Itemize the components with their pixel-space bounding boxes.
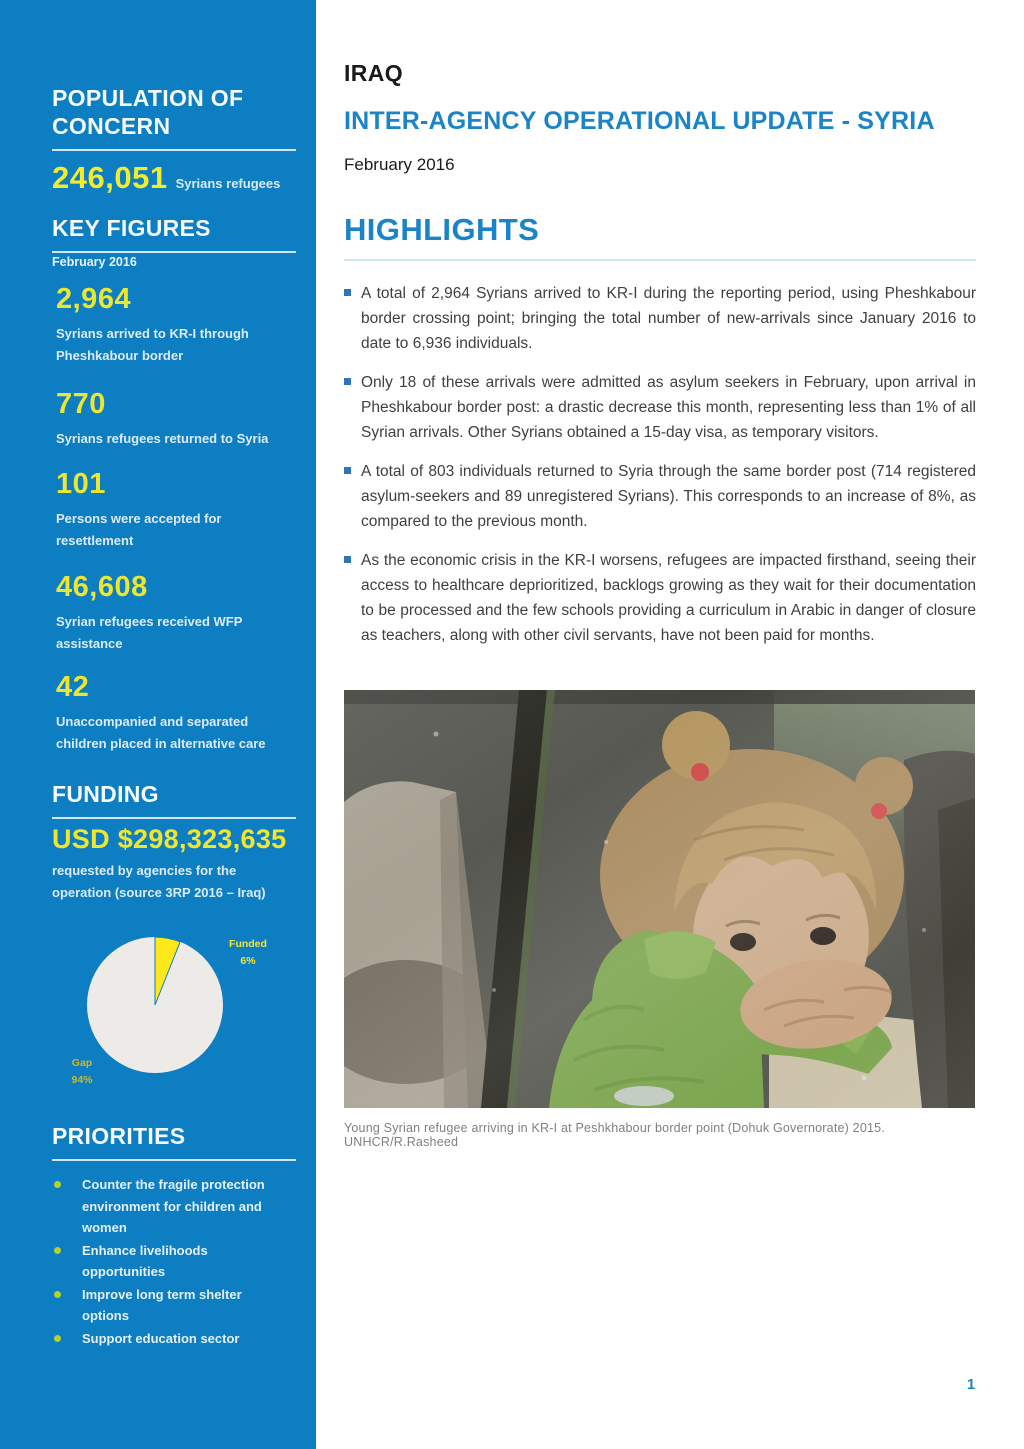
highlights-list: [344, 281, 976, 662]
key-figure: [56, 571, 288, 655]
priorities-heading: PRIORITIES: [52, 1122, 296, 1161]
priority-text: Support education sector: [82, 1330, 240, 1346]
highlight-item: [344, 281, 976, 356]
priority-item: [52, 1174, 288, 1239]
document-date: February 2016: [344, 155, 455, 174]
priority-item: [52, 1328, 288, 1350]
bullet-square-icon: [344, 378, 351, 385]
key-figure-label: Syrians refugees returned to Syria: [56, 431, 269, 446]
country-title: IRAQ: [344, 60, 404, 86]
key-figure-label: Unaccompanied and separated children placed in alternative care: [56, 714, 266, 751]
highlight-text: Only 18 of these arrivals were admitted as asylum seekers in February, upon arrival in Pheshkabour border post: a drastic decrease this month, representing less than 1% of all Syrian arrivals. Other Syrians obtained a 15-day visa, as temporary visitors.: [361, 374, 976, 441]
key-figure-label: Persons were accepted for resettlement: [56, 511, 222, 548]
highlight-item: [344, 548, 976, 648]
key-figure: [56, 388, 288, 450]
photo-caption: Young Syrian refugee arriving in KR-I at Peshkhabour border point (Dohuk Governorate) 2015. UNHCR/R.Rasheed: [344, 1121, 885, 1149]
priority-text: Improve long term shelter options: [82, 1286, 242, 1323]
key-figure-value: 770: [56, 388, 106, 420]
bullet-square-icon: [344, 467, 351, 474]
bullet-dot-icon: [54, 1247, 61, 1254]
document-title: INTER-AGENCY OPERATIONAL UPDATE - SYRIA: [344, 107, 935, 135]
key-figure: [56, 671, 288, 755]
gap-label: Gap: [71, 1057, 93, 1069]
gap-pct: 94%: [71, 1074, 93, 1086]
priorities-list: [52, 1174, 288, 1350]
photo-illustration: [344, 690, 975, 1108]
key-figure: [56, 283, 288, 367]
highlight-item: [344, 459, 976, 534]
population-label: Syrians refugees: [175, 176, 281, 191]
key-figure: [56, 468, 288, 552]
bullet-dot-icon: [54, 1181, 61, 1188]
highlight-item: [344, 370, 976, 445]
sidebar: [0, 0, 316, 1449]
bullet-square-icon: [344, 289, 351, 296]
pie-label-funded: [222, 936, 274, 970]
key-figure-value: 46,608: [56, 571, 148, 603]
highlight-text: As the economic crisis in the KR-I worsens, refugees are impacted firsthand, seeing their access to healthcare deprioritized, backlogs growing as they wait for their documentation to be processed and the few schools providing a curriculum in Arabic in danger of closure as teachers, along with other civil servants, have not been paid for months.: [361, 552, 976, 644]
priority-item: [52, 1240, 288, 1283]
funding-description: requested by agencies for the operation (source 3RP 2016 – Iraq): [52, 863, 266, 900]
pie-chart-icon: [83, 933, 227, 1077]
funded-label: Funded: [229, 938, 267, 950]
key-figure-label: Syrian refugees received WFP assistance: [56, 614, 243, 651]
highlights-heading: HIGHLIGHTS: [344, 212, 976, 261]
key-figures-heading: KEY FIGURES: [52, 214, 296, 253]
population-of-concern-heading: POPULATION OF CONCERN: [52, 84, 296, 151]
funded-pct: 6%: [240, 955, 256, 967]
population-of-concern-value-row: [52, 160, 302, 196]
population-value: 246,051: [52, 160, 168, 195]
funding-heading: FUNDING: [52, 780, 296, 819]
bullet-dot-icon: [54, 1291, 61, 1298]
page-number: 1: [966, 1376, 976, 1393]
highlight-text: A total of 803 individuals returned to Syria through the same border post (714 registered asylum-seekers and 89 unregistered Syrians). This corresponds to an increase of 8%, as compared to the previous month.: [361, 463, 976, 530]
pie-label-gap: [60, 1055, 104, 1089]
key-figures-subtitle: February 2016: [52, 255, 137, 269]
key-figure-value: 101: [56, 468, 106, 500]
highlight-text: A total of 2,964 Syrians arrived to KR-I during the reporting period, using Pheshkabour border crossing point; bringing the total number of new-arrivals since January 2016 to date to 6,936 individuals.: [361, 285, 976, 352]
bullet-dot-icon: [54, 1335, 61, 1342]
bullet-square-icon: [344, 556, 351, 563]
priority-text: Counter the fragile protection environment for children and women: [82, 1177, 265, 1235]
photo-child-at-bus-window: [344, 690, 975, 1108]
key-figure-label: Syrians arrived to KR-I through Pheshkabour border: [56, 326, 249, 363]
priority-item: [52, 1284, 288, 1327]
funding-pie-chart: [83, 933, 227, 1077]
key-figure-value: 42: [56, 671, 90, 703]
funding-amount: USD $298,323,635: [52, 824, 287, 854]
priority-text: Enhance livelihoods opportunities: [82, 1242, 208, 1279]
key-figure-value: 2,964: [56, 283, 132, 315]
